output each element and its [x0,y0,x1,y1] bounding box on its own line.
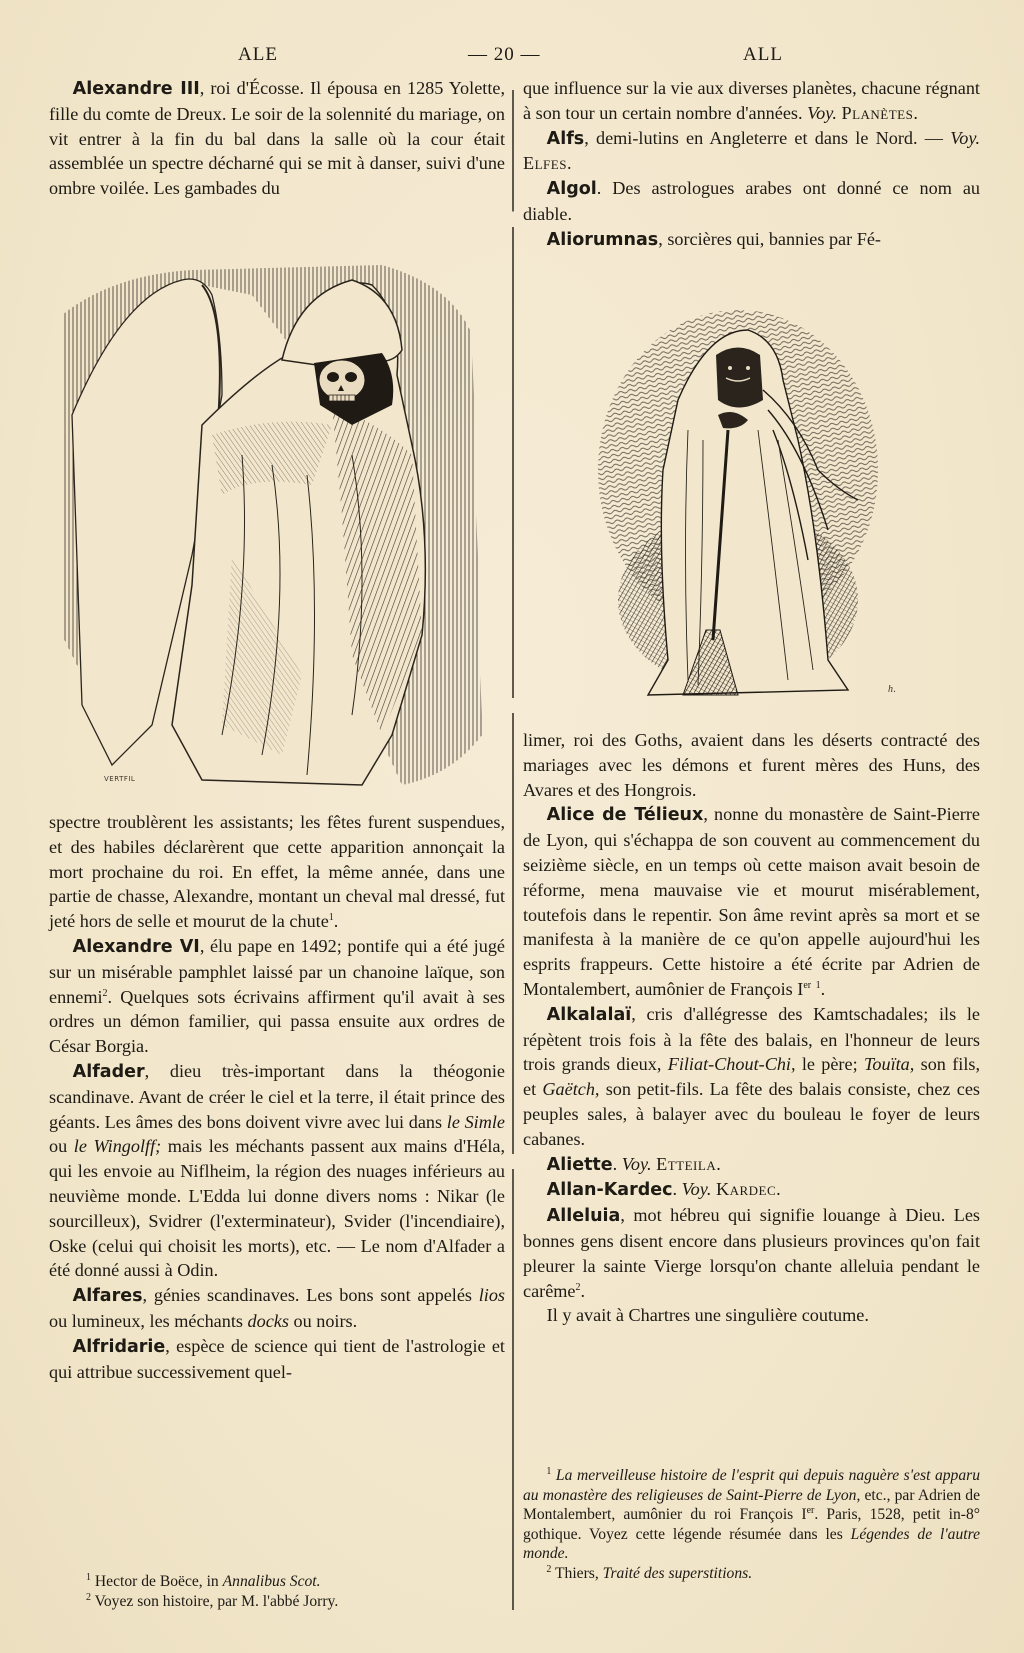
entry-alexandre-vi: Alexandre VI, élu pape en 1492; pontife qui a été jugé sur un misérable pamphlet laissé par un chanoine laïque, son ennemi$^2$. Quelques sots écrivains affirment qu'il avait à ses ordres un démon familier, qui passa ensuite aux ordres de César Borgia. [49,935,505,1057]
footnote-ref[interactable]: 1 [815,979,821,991]
chartres-paragraph: Il y avait à Chartres une singulière coutume. [546,1305,869,1326]
illustration-signature: h. [888,684,897,695]
entry-alice-de-telieux: Alice de Télieux, nonne du monastère de Saint-Pierre de Lyon, qui s'échappa de son couvent au commencement du seizième siècle, en un temps où cette maison avait besoin de réforme, mena mauvaise vie et mourut misérablement, toutefois dans le repentir. Son âme revint après sa mort et se manifesta à la manière de ce qu'on appelle aujourd'hui les esprits frappeurs. Cette histoire a été écrite par Adrien de Montalembert, aumônier de François Ier $^1$. [523,804,980,999]
entry-aliorumnas-continued: limer, roi des Goths, avaient dans les déserts contracté des mariages avec les démons et furent mères des Huns, des Avares et des Hongrois. [523,730,980,800]
left-column-top [49,76,505,201]
cross-reference[interactable]: Kardec. [715,1179,782,1200]
headword: Alfares [72,1286,143,1307]
illustration-spectre [52,255,492,790]
headword: Alice de Télieux [546,805,704,826]
footnote-ref[interactable]: 2 [575,1281,581,1293]
headword: Aliette [546,1154,613,1175]
headword: Alleluia [546,1206,621,1227]
entry-alexandre-iii: Alexandre III, roi d'Écosse. Il épousa en 1285 Yolette, fille du comte de Dreux. Le soir de la solennité du mariage, on vit entrer à la fin du bal dans la salle où la cour était assemblée un spectre décharné qui se mit à danser, suivi d'une ombre voilée. Les gambades du [49,78,505,199]
illustration-signature: VERTFIL [104,775,136,783]
footnote-1: $^1$ La merveilleuse histoire de l'esprit qui depuis naguère s'est apparu au monastère des religieuses de Saint-Pierre de Lyon, etc., par Adrien de Montalembert, aumônier du roi François Ier. Paris, 1528, petit in-8° gothique. Voyez cette légende résumée dans les Légendes de l'autre monde. [523,1465,980,1562]
entry-aliorumnas: Aliorumnas, sorcières qui, bannies par Fé- [546,228,881,250]
entry-alfares: Alfares, génies scandinaves. Les bons sont appelés lios ou lumineux, les méchants docks ou noirs. [49,1285,505,1331]
footnote-2: $^2$ Thiers, Traité des superstitions. [546,1563,753,1582]
entry-alexandre-iii-continued: spectre troublèrent les assistants; les fêtes furent suspendues, et des habiles déclarèrent que cette apparition annonçait la mort prochaine du roi. En effet, la même année, dans une partie de chasse, Alexandre, montant un cheval mal dressé, fut jeté hors de selle et mourut de la chute$^1$. [49,812,505,932]
headword: Alfs [546,128,585,149]
running-header [0,44,1024,68]
footnote-2: $^2$ Voyez son histoire, par M. l'abbé Jorry. [86,1591,339,1610]
entry-alkalalai: Alkalalaï, cris d'allégresse des Kamtschadales; ils le répètent trois fois à la fête des balais, en l'honneur de leurs trois grands dieux, Filiat-Chout-Chi, le père; Touïta, son fils, et Gaëtch, son petit-fils. La fête des balais consiste, chez ces peuples sales, à balayer avec du bouleau le foyer de leurs cabanes. [523,1003,980,1149]
headword: Alkalalaï [546,1004,632,1025]
headword: Alfader [72,1061,145,1082]
cross-reference[interactable]: Elfes. [523,153,572,174]
footnote-1: $^1$ Hector de Boëce, in Annalibus Scot. [86,1571,321,1590]
headword: Alfridarie [72,1336,166,1357]
headword: Alexandre VI [72,936,200,957]
footnote-ref[interactable]: 2 [102,987,108,999]
left-column-bottom [49,810,505,1384]
sorceress-engraving-image [588,300,968,705]
cross-reference[interactable]: Planètes. [841,102,919,123]
running-head-left: ALE [238,44,278,65]
entry-algol: Algol. Des astrologues arabes ont donné ce nom au diable. [523,178,980,224]
entry-alfridarie-continued: que influence sur la vie aux diverses planètes, chacune régnant à son tour un certain nombre d'années. Voy. Planètes. [523,78,980,123]
headword: Aliorumnas [546,229,659,250]
illustration-sorceress [588,300,968,705]
entry-alleluia: Alleluia, mot hébreu qui signifie louange à Dieu. Les bonnes gens disent encore dans plusieurs provinces qu'on fait pleurer la sainte Vierge lorsqu'on chante alleluia pendant le carême$^2$. [523,1205,980,1301]
spectre-engraving-image [52,255,492,790]
left-footnotes [86,1572,506,1611]
right-footnotes [523,1466,980,1583]
right-column-bottom [523,728,980,1328]
entry-alfs: Alfs, demi-lutins en Angleterre et dans le Nord. — Voy. Elfes. [523,127,980,174]
right-column-top [523,76,980,253]
running-head-right: ALL [743,44,783,65]
page-number: — 20 — [468,44,541,65]
headword: Allan-Kardec [546,1180,673,1201]
footnote-ref[interactable]: 1 [328,912,334,924]
headword: Algol [546,179,597,200]
column-divider [512,90,514,1610]
entry-aliette: Aliette. Voy. Etteila. [546,1153,722,1175]
entry-alfridarie: Alfridarie, espèce de science qui tient de l'astrologie et qui attribue successivement quel- [49,1335,505,1382]
entry-alfader: Alfader, dieu très-important dans la théogonie scandinave. Avant de créer le ciel et la terre, il était prince des géants. Les âmes des bons doivent vivre avec lui dans le Simle ou le Wingolff; mais les méchants passent aux mains d'Héla, qui les envoie au Niflheim, la région des nuages inférieurs au neuvième monde. L'Edda lui donne divers noms : Nikar (le sourcilleux), Svidrer (l'exterminateur), Svider (l'incendiaire), Oske (celui qui choisit les morts), etc. — Le nom d'Alfader a été donné aussi à Odin. [49,1060,506,1281]
headword: Alexandre III [72,79,200,99]
entry-allan-kardec: Allan-Kardec. Voy. Kardec. [546,1179,782,1201]
cross-reference[interactable]: Etteila. [656,1153,722,1174]
